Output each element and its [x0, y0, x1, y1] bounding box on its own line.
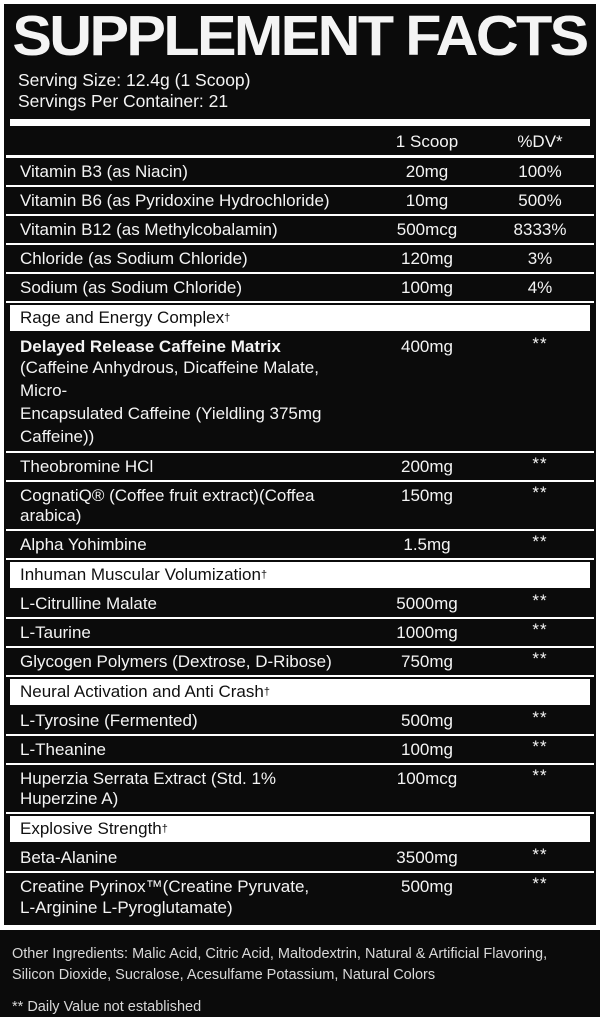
ingredient-name-main: L-Tyrosine (Fermented)	[20, 711, 198, 731]
ingredient-dv	[492, 845, 594, 868]
section-header-row: Explosive Strength †	[10, 816, 590, 842]
ingredient-dv: 500%	[518, 190, 562, 210]
ingredient-name	[20, 278, 362, 298]
ingredient-amount: 20mg	[405, 161, 449, 181]
ingredient-dv	[492, 333, 594, 357]
label-title: SUPPLEMENT FACTS	[12, 4, 587, 68]
ingredient-dv	[492, 454, 594, 477]
serving-info	[4, 65, 596, 119]
table-row	[6, 648, 594, 677]
no-dv-asterisks: **	[532, 737, 548, 757]
no-dv-asterisks: **	[532, 766, 548, 786]
no-dv-asterisks: **	[532, 591, 548, 611]
ingredient-name-main: Glycogen Polymers (Dextrose, D-Ribose)	[20, 652, 332, 672]
table-row	[6, 245, 594, 274]
section-header-row: Inhuman Muscular Volumization †	[10, 562, 590, 588]
ingredient-dv	[492, 591, 594, 614]
ingredient-name-main: L-Theanine	[20, 740, 107, 760]
ingredient-name	[20, 740, 362, 760]
column-header-dv: %DV*	[517, 131, 563, 151]
table-row	[6, 158, 594, 187]
no-dv-asterisks: **	[532, 532, 548, 552]
ingredient-amount: 750mg	[401, 652, 453, 672]
ingredient-name	[20, 652, 362, 672]
ingredient-dv: 4%	[527, 277, 553, 297]
no-dv-asterisks: **	[532, 454, 548, 474]
ingredient-name	[20, 249, 362, 269]
ingredient-amount: 150mg	[401, 486, 453, 506]
table-row	[6, 844, 594, 873]
servings-per-container: Servings Per Container: 21	[18, 91, 229, 112]
ingredient-name	[20, 220, 362, 240]
table-row	[6, 736, 594, 765]
table-row	[6, 590, 594, 619]
ingredient-name-main: Sodium (as Sodium Chloride)	[20, 277, 243, 297]
table-row	[6, 216, 594, 245]
ingredient-name-main: Beta-Alanine	[20, 848, 118, 868]
table-row	[6, 453, 594, 482]
ingredient-name	[20, 769, 362, 809]
ingredient-name-main: Chloride (as Sodium Chloride)	[20, 248, 248, 268]
ingredient-amount: 500mg	[401, 711, 453, 731]
ingredient-name-subline: Encapsulated Caffeine (Yieldling 375mg Caffeine))	[20, 403, 322, 446]
no-dv-asterisks: **	[532, 845, 548, 865]
ingredient-name-main: Huperzia Serrata Extract (Std. 1% Huperzine A)	[20, 769, 277, 809]
facts-rows	[4, 158, 596, 924]
ingredient-name-main: Alpha Yohimbine	[20, 535, 147, 555]
no-dv-asterisks: **	[532, 874, 548, 894]
ingredient-dv	[492, 649, 594, 672]
ingredient-amount: 400mg	[401, 336, 453, 356]
ingredient-dv: 3%	[527, 248, 553, 268]
no-dv-asterisks: **	[532, 708, 548, 728]
ingredient-name-main: L-Citrulline Malate	[20, 594, 157, 614]
ingredient-dv	[492, 874, 594, 897]
ingredient-amount: 5000mg	[396, 594, 458, 614]
ingredient-name	[20, 594, 362, 614]
no-dv-asterisks: **	[532, 483, 548, 503]
column-header-row	[6, 126, 594, 158]
facts-table	[4, 126, 596, 924]
ingredient-name-main: CognatiQ® (Coffee fruit extract)(Coffea arabica)	[20, 486, 315, 526]
ingredient-name-main: L-Taurine	[20, 623, 91, 643]
ingredient-dv: 8333%	[513, 219, 567, 239]
ingredient-dv	[492, 737, 594, 760]
ingredient-name-main: Vitamin B6 (as Pyridoxine Hydrochloride)	[20, 190, 330, 210]
serving-size: Serving Size: 12.4g (1 Scoop)	[18, 70, 251, 90]
ingredient-amount: 10mg	[405, 190, 449, 210]
ingredient-name	[20, 162, 362, 182]
ingredient-amount: 100mg	[401, 740, 453, 760]
ingredient-name-main: Delayed Release Caffeine Matrix	[20, 336, 281, 356]
ingredient-dv	[492, 620, 594, 643]
ingredient-name-subline: L-Arginine L-Pyroglutamate)	[20, 898, 233, 918]
no-dv-asterisks: **	[532, 333, 548, 353]
label-footer	[0, 930, 600, 1017]
ingredient-dv: 100%	[518, 161, 562, 181]
table-row	[6, 707, 594, 736]
ingredient-name-main: Vitamin B3 (as Niacin)	[20, 161, 188, 181]
ingredient-dv	[492, 766, 594, 789]
table-row	[6, 333, 594, 454]
ingredient-name	[20, 877, 362, 920]
ingredient-name-main: Theobromine HCl	[20, 457, 154, 477]
ingredient-name	[20, 711, 362, 731]
table-row	[6, 274, 594, 303]
ingredient-name-main: Vitamin B12 (as Methylcobalamin)	[20, 219, 278, 239]
ingredient-dv	[492, 532, 594, 555]
divider-thick-bar	[10, 119, 590, 126]
table-row	[6, 187, 594, 216]
ingredient-dv	[492, 708, 594, 731]
section-header-row: Neural Activation and Anti Crash †	[10, 679, 590, 705]
ingredient-amount: 500mg	[401, 877, 453, 897]
section-header-row: Rage and Energy Complex †	[10, 305, 590, 331]
no-dv-asterisks: **	[532, 620, 548, 640]
ingredient-name	[20, 535, 362, 555]
no-dv-asterisks: **	[532, 649, 548, 669]
table-row	[6, 482, 594, 531]
other-ingredients-text: Other Ingredients: Malic Acid, Citric Acid, Maltodextrin, Natural & Artificial Flavoring, Silicon Dioxide, Sucralose, Acesulfame Potassium, Natural Colors	[12, 946, 548, 983]
ingredient-amount: 100mcg	[396, 769, 458, 789]
ingredient-amount: 100mg	[401, 277, 453, 297]
ingredient-name	[20, 848, 362, 868]
table-row	[6, 765, 594, 814]
ingredient-amount: 3500mg	[396, 848, 458, 868]
ingredient-amount: 500mcg	[396, 219, 458, 239]
ingredient-name	[20, 457, 362, 477]
column-header-amount: 1 Scoop	[395, 131, 459, 151]
table-row	[6, 619, 594, 648]
ingredient-amount: 200mg	[401, 457, 453, 477]
ingredient-name	[20, 486, 362, 526]
ingredient-name	[20, 337, 362, 449]
ingredient-amount: 120mg	[401, 248, 453, 268]
ingredient-amount: 1000mg	[396, 623, 458, 643]
ingredient-dv	[492, 483, 594, 506]
ingredient-name	[20, 623, 362, 643]
daily-value-note: ** Daily Value not established	[12, 998, 202, 1015]
table-row	[6, 873, 594, 923]
ingredient-name	[20, 191, 362, 211]
table-row	[6, 531, 594, 560]
ingredient-amount: 1.5mg	[403, 535, 451, 555]
ingredient-name-main: Creatine Pyrinox™(Creatine Pyruvate,	[20, 877, 310, 897]
ingredient-name-subline: (Caffeine Anhydrous, Dicaffeine Malate, Micro-	[20, 357, 319, 400]
